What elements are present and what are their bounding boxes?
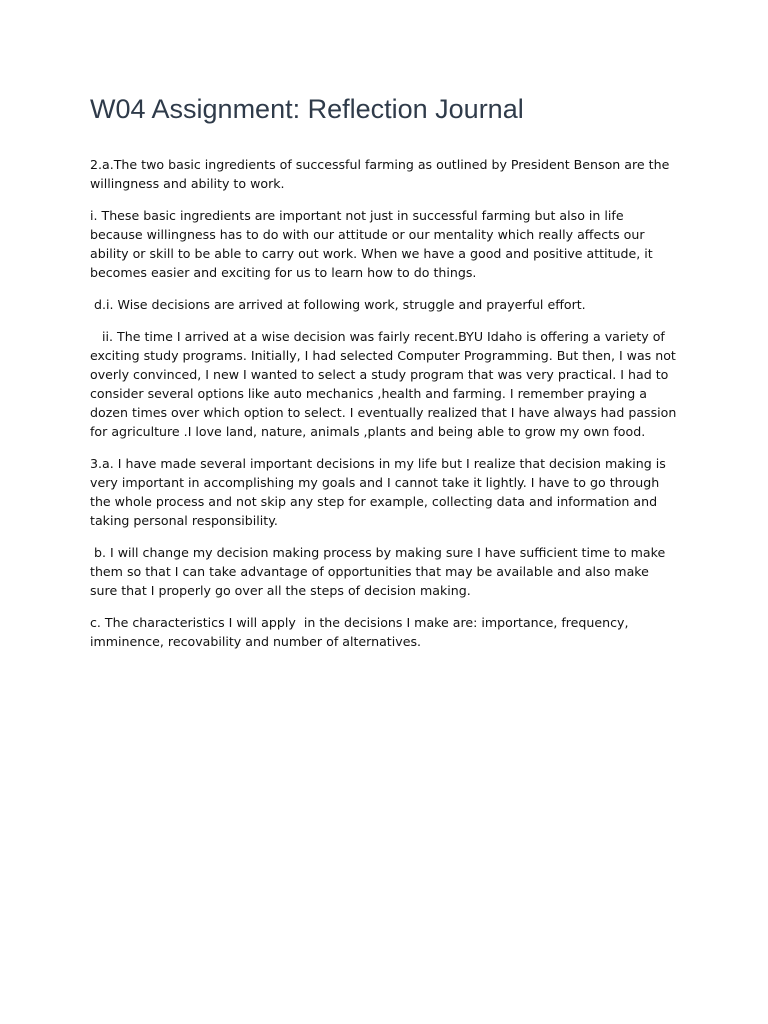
paragraph-3c: c. The characteristics I will apply in the decisions I make are: importance, frequency, imminence, recovability and number of alternatives. [90,615,633,649]
paragraph-2a: 2.a.The two basic ingredients of successful farming as outlined by President Benson are the willingness and ability to work. [90,157,674,191]
paragraph-2d-i: d.i. Wise decisions are arrived at following work, struggle and prayerful effort. [90,297,586,312]
paragraph-2a-i: i. These basic ingredients are important not just in successful farming but also in life because willingness has to do with our attitude or our mentality which really affects our ability or skill to be able to carry out work. When we have a good and positive attitude, it becomes easier and exciting for us to learn how to do things. [90,208,657,280]
document-body [90,155,680,664]
page-title: W04 Assignment: Reflection Journal [90,94,524,124]
paragraph-3b: b. I will change my decision making process by making sure I have sufficient time to make them so that I can take advantage of opportunities that may be available and also make sure that I properly go over all the steps of decision making. [90,545,670,598]
paragraph-2d-ii: ii. The time I arrived at a wise decision was fairly recent.BYU Idaho is offering a variety of exciting study programs. Initially, I had selected Computer Programming. But then, I was not overly convinced, I new I wanted to select a study program that was very practical. I had to consider several options like auto mechanics ,health and farming. I remember praying a dozen times over which option to select. I eventually realized that I have always had passion for agriculture .I love land, nature, animals ,plants and being able to grow my own food. [90,329,681,439]
paragraph-3a: 3.a. I have made several important decisions in my life but I realize that decision making is very important in accomplishing my goals and I cannot take it lightly. I have to go through the whole process and not skip any step for example, collecting data and information and taking personal responsibility. [90,456,670,528]
